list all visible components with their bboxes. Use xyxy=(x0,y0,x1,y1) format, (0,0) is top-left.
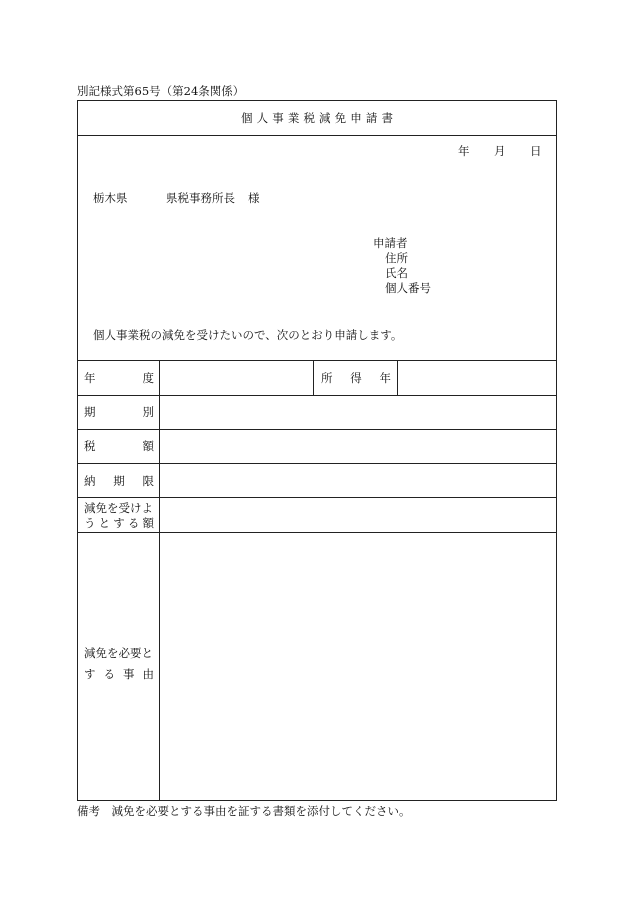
form-title: 個 人 事 業 税 減 免 申 請 書 xyxy=(241,111,393,125)
applicant-address-label: 住所 xyxy=(385,251,408,265)
exemption-amount-label-line1: 減免を受けよ xyxy=(84,501,153,515)
tax-amount-label: 税 額 xyxy=(84,439,154,453)
period-label: 期 別 xyxy=(84,405,154,419)
fiscal-year-label: 年 度 xyxy=(84,371,154,385)
income-year-label: 所 得 年 xyxy=(321,371,391,385)
date-year: 年 xyxy=(458,144,470,158)
fiscal-year-field[interactable] xyxy=(161,361,312,394)
addressee-honorific: 様 xyxy=(248,191,260,205)
applicant-name-label: 氏名 xyxy=(385,266,408,280)
reason-field[interactable] xyxy=(161,533,556,800)
income-year-divider-right xyxy=(397,360,398,395)
exemption-amount-field[interactable] xyxy=(161,498,556,531)
applicant-label: 申請者 xyxy=(373,236,408,250)
title-divider xyxy=(77,135,557,136)
applicant-number-label: 個人番号 xyxy=(385,281,431,295)
reason-label-line1: 減免を必要と xyxy=(84,646,153,660)
label-column-divider xyxy=(159,360,160,801)
addressee-prefecture: 栃木県 xyxy=(93,191,128,205)
exemption-amount-label-line2: う と す る 額 xyxy=(84,516,154,530)
form-reference: 別記様式第65号（第24条関係） xyxy=(77,84,245,98)
date-day: 日 xyxy=(530,144,542,158)
addressee-office: 県税事務所長 xyxy=(166,191,235,205)
income-year-divider-left xyxy=(313,360,314,395)
date-month: 月 xyxy=(494,144,506,158)
period-field[interactable] xyxy=(161,396,556,428)
request-statement: 個人事業税の減免を受けたいので、次のとおり申請します。 xyxy=(93,328,403,342)
reason-label-line2: す る 事 由 xyxy=(84,667,154,681)
due-date-field[interactable] xyxy=(161,464,556,496)
tax-amount-field[interactable] xyxy=(161,430,556,462)
income-year-field[interactable] xyxy=(399,361,556,394)
note: 備考 減免を必要とする事由を証する書類を添付してください。 xyxy=(77,804,411,818)
due-date-label: 納 期 限 xyxy=(84,474,154,488)
